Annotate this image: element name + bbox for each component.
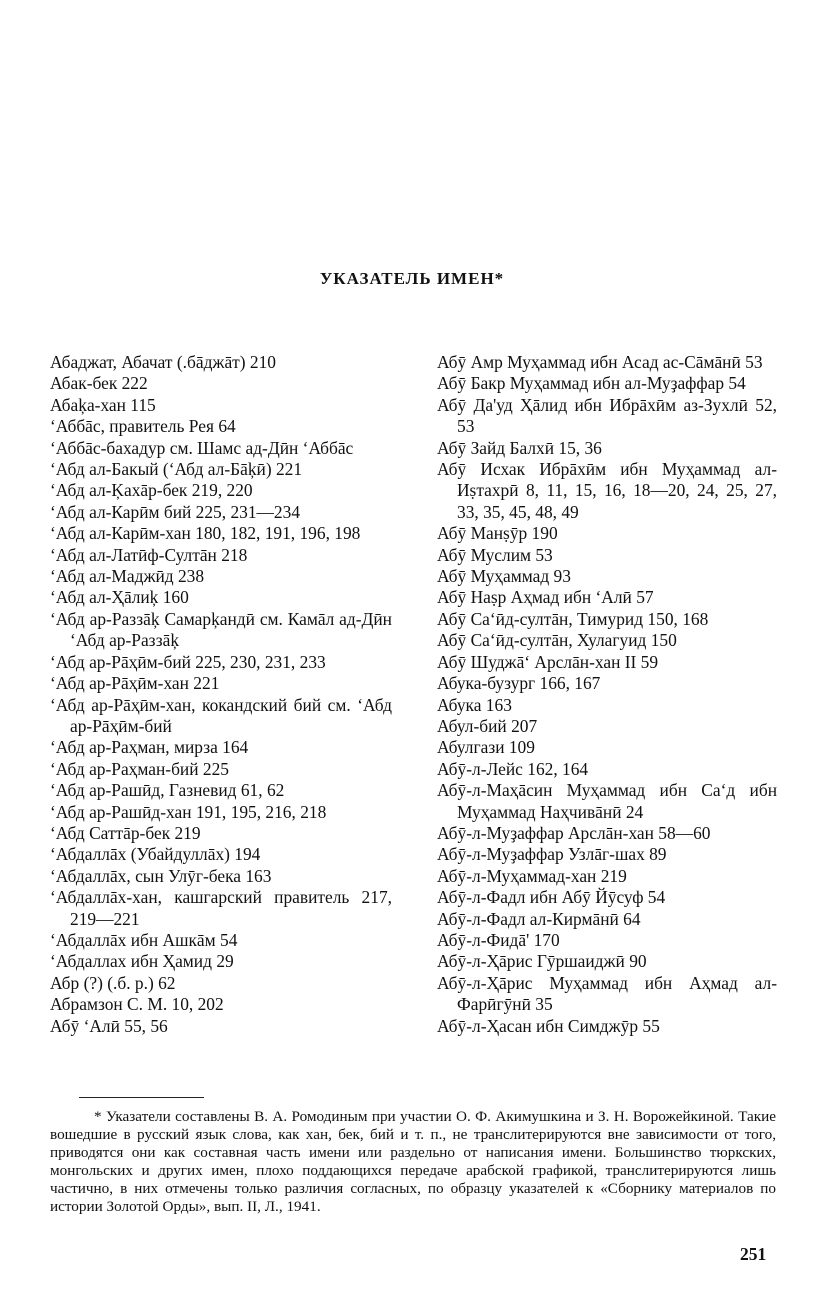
footnote-divider [79, 1097, 204, 1098]
index-entry: Абр (?) (.б. р.) 62 [50, 972, 176, 993]
index-entry: ʻАбд ал-Карӣм-хан 180, 182, 191, 196, 198 [50, 523, 361, 544]
index-entry: ʻАбд ар-Раҳман, мирза 164 [50, 737, 249, 758]
index-entry: Абӯ ʻАлӣ 55, 56 [50, 1015, 168, 1036]
index-entry: ʻАбд ал-Маджӣд 238 [50, 566, 205, 587]
page-title: УКАЗАТЕЛЬ ИМЕН* [319, 269, 505, 289]
index-entry: ʻАбд ал-Ҳāлиķ 160 [50, 587, 189, 608]
index-entry: Абӯ Саʻӣд-султāн, Тимурид 150, 168 [437, 608, 709, 629]
index-entry: Абӯ Манṣӯр 190 [437, 523, 558, 544]
index-entry: ʻАбд ар-Рашӣд-хан 191, 195, 216, 218 [50, 801, 327, 822]
index-column-right [437, 352, 777, 1037]
index-entry: Абӯ Бакр Муҳаммад ибн ал-Муҙаффар 54 [437, 373, 746, 394]
index-entry: ʻАбд ар-Рāҳӣм-хан 221 [50, 673, 220, 694]
index-column-left [50, 352, 392, 1037]
index-entry: Абӯ Амр Муҳаммад ибн Асад ас-Сāмāнӣ 53 [437, 352, 763, 372]
index-entry: ʻАбдаллах ибн Ҳамид 29 [50, 951, 234, 972]
index-entry: Абука-бузург 166, 167 [437, 673, 601, 694]
index-entry: Абӯ-л-Лейс 162, 164 [437, 758, 589, 779]
index-entry: ʻАбд ал-Ķахāр-бек 219, 220 [50, 480, 253, 501]
index-entry: ʻАбд ар-Раҳман-бий 225 [50, 758, 229, 779]
index-entry: Абӯ-л-Маҳāсин Муҳаммад ибн Саʻд ибн Муҳаммад Наҳчивāнӣ 24 [437, 780, 777, 822]
index-entry: Абӯ Муҳаммад 93 [437, 566, 571, 587]
index-entry: Абулгази 109 [437, 737, 535, 758]
index-entry: Абӯ-л-Муҙаффар Узлāг-шах 89 [437, 844, 667, 865]
index-entry: Абука 163 [437, 694, 512, 715]
index-entry: Абӯ-л-Муҙаффар Арслāн-хан 58—60 [437, 822, 711, 843]
footnote [50, 1108, 776, 1215]
index-entry: ʻАббāс-бахадур см. Шамс ад-Дӣн ʻАббāс [50, 437, 354, 458]
index-entry: Абрамзон С. М. 10, 202 [50, 994, 224, 1015]
index-entry: Абӯ-л-Фадл ибн Абӯ Йӯсуф 54 [437, 887, 666, 908]
index-entry: Абӯ Саʻӣд-султāн, Хулагуид 150 [437, 630, 677, 651]
index-entry: Абӯ Исхак Ибрāхӣм ибн Муҳаммад ал-Иṣтахрӣ 8, 11, 15, 16, 18—20, 24, 25, 27, 33, 35, 45, 48, 49 [437, 459, 777, 522]
index-entry: Абӯ-л-Ҳāрис Муҳаммад ибн Аҳмад ал-Фарӣгӯнӣ 35 [437, 972, 777, 1015]
index-entry: Абаķа-хан 115 [50, 394, 156, 415]
index-entry: Абӯ-л-Муҳаммад-хан 219 [437, 865, 627, 886]
index-entry: Абул-бий 207 [437, 715, 538, 736]
index-entry: ʻАбд ал-Латӣф-Султāн 218 [50, 544, 248, 565]
index-entry: Абӯ-л-Фадл ал-Кирмāнӣ 64 [437, 908, 641, 929]
index-entry: Абак-бек 222 [50, 373, 148, 394]
index-entry: ʻАбд ар-Раззāķ Самарķандӣ см. Камāл ад-Дӣн ʻАбд ар-Раззāķ [50, 608, 392, 651]
footnote-text: * Указатели составлены В. А. Ромодиным при участии О. Ф. Акимушкина и З. Н. Ворожейкиной. Такие вошедшие в русский язык слова, как хан, бек, бий и т. п., не транслитерируются вне зависимости от того, приводятся они как составная часть имени или раздельно от написания имени. Большинство тюркских, монгольских и других имен, плохо поддающихся передаче арабской графикой, транслитерируются лишь частично, в них отмечены только различия согласных, по образцу указателей к «Сборнику материалов по истории Золотой Орды», вып. II, Л., 1941. [50, 1108, 776, 1215]
index-entry: ʻАббāс, правитель Рея 64 [50, 416, 236, 437]
index-entry: ʻАбд ал-Карӣм бий 225, 231—234 [50, 501, 301, 522]
index-entry: Абаджат, Абачат (.бāджāт) 210 [50, 352, 276, 372]
index-entry: ʻАбдаллāх, сын Улӯг-бека 163 [50, 865, 272, 886]
index-entry: ʻАбдаллāх-хан, кашгарский правитель 217, 219—221 [50, 887, 392, 929]
index-entry: ʻАбдаллāх (Убайдуллāх) 194 [50, 844, 261, 865]
index-entry: Абӯ Да'уд Ҳāлид ибн Ибрāхӣм аз-Зухлӣ 52, 53 [437, 394, 777, 437]
index-entry: ʻАбд ал-Бакый (ʻАбд ал-Бāķӣ) 221 [50, 459, 303, 480]
index-entry: ʻАбд ар-Рāҳӣм-бий 225, 230, 231, 233 [50, 651, 326, 672]
index-entry: ʻАбд ар-Рашӣд, Газневид 61, 62 [50, 780, 285, 801]
page-number: 251 [740, 1244, 767, 1264]
index-entry: Абӯ Наṣр Аҳмад ибн ʻАлӣ 57 [437, 587, 654, 608]
index-entry: Абӯ-л-Ҳасан ибн Симджӯр 55 [437, 1015, 660, 1036]
index-entry: ʻАбдаллāх ибн Ашкāм 54 [50, 929, 238, 950]
index-entry: ʻАбд Саттāр-бек 219 [50, 822, 201, 843]
index-entry: Абӯ Муслим 53 [437, 544, 553, 565]
index-entry: Абӯ Шуджāʻ Арслāн-хан II 59 [437, 651, 659, 672]
index-entry: Абӯ-л-Фидā' 170 [437, 929, 560, 950]
index-entry: Абӯ Зайд Балхӣ 15, 36 [437, 437, 602, 458]
index-entry: Абӯ-л-Ҳāрис Гӯршаиджӣ 90 [437, 951, 647, 972]
index-entry: ʻАбд ар-Рāҳӣм-хан, кокандский бий см. ʻАбд ар-Рāҳӣм-бий [50, 694, 392, 736]
